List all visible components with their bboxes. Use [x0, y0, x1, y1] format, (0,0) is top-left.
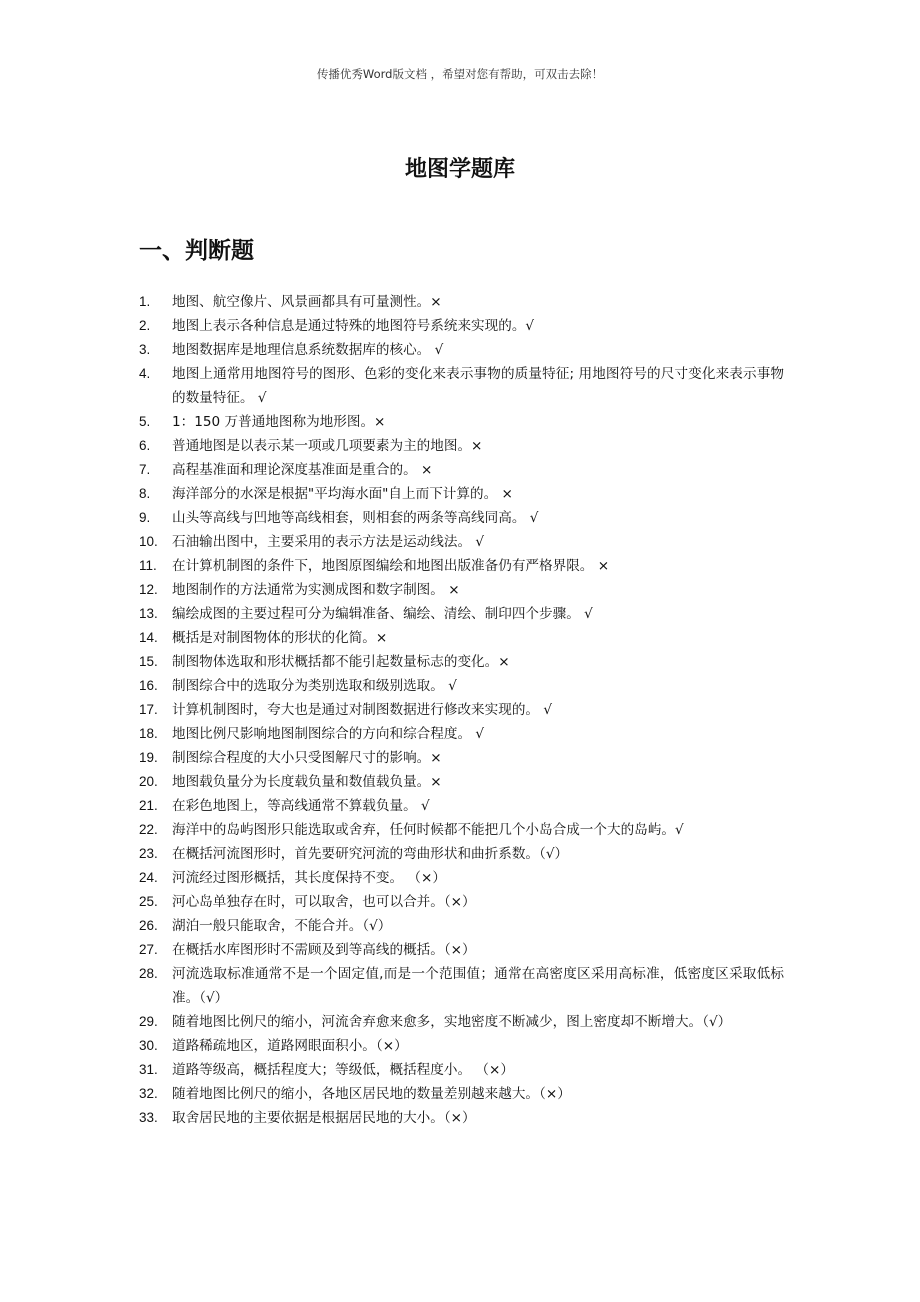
question-item	[139, 314, 784, 338]
question-text: 道路等级高，概括程度大；等级低，概括程度小。 （×）	[172, 1062, 514, 1078]
question-item	[139, 506, 784, 530]
question-text: 普通地图是以表示某一项或几项要素为主的地图。×	[172, 438, 483, 454]
question-text: 随着地图比例尺的缩小，各地区居民地的数量差别越来越大。（×）	[172, 1086, 571, 1102]
question-item	[139, 1034, 784, 1058]
question-text: 湖泊一般只能取舍，不能合并。（√）	[172, 918, 392, 934]
question-text: 地图制作的方法通常为实测成图和数字制图。 ×	[172, 582, 460, 598]
question-number: 4.	[139, 366, 151, 381]
question-number: 26.	[139, 918, 158, 933]
question-item	[139, 722, 784, 746]
question-text: 随着地图比例尺的缩小，河流舍弃愈来愈多，实地密度不断减少，图上密度却不断增大。（√）	[172, 1014, 732, 1030]
question-item	[139, 410, 784, 434]
question-item	[139, 962, 784, 1010]
question-text: 地图载负量分为长度载负量和数值载负量。×	[172, 774, 442, 790]
question-text: 取舍居民地的主要依据是根据居民地的大小。（×）	[172, 1110, 476, 1126]
question-list	[139, 290, 784, 1130]
question-number: 11.	[139, 558, 157, 573]
header-note: 传播优秀Word版文档 ，希望对您有帮助，可双击去除！	[316, 67, 604, 81]
question-number: 25.	[139, 894, 158, 909]
question-item	[139, 290, 784, 314]
question-number: 5.	[139, 414, 151, 429]
question-number: 13.	[139, 606, 158, 621]
question-item	[139, 746, 784, 770]
question-number: 10.	[139, 534, 158, 549]
question-item	[139, 458, 784, 482]
question-item	[139, 1058, 784, 1082]
question-number: 30.	[139, 1038, 158, 1053]
question-text: 地图上通常用地图符号的图形、色彩的变化来表示事物的质量特征; 用地图符号的尺寸变化来表示事物的数量特征。 √	[172, 366, 784, 406]
question-item	[139, 770, 784, 794]
question-text: 山头等高线与凹地等高线相套，则相套的两条等高线同高。 √	[172, 510, 539, 526]
question-number: 29.	[139, 1014, 158, 1029]
question-number: 17.	[139, 702, 158, 717]
question-number: 8.	[139, 486, 151, 501]
question-number: 24.	[139, 870, 158, 885]
question-text: 河流选取标准通常不是一个固定值,而是一个范围值；通常在高密度区采用高标准，低密度区采取低标准。（√）	[172, 966, 784, 1006]
question-item	[139, 674, 784, 698]
question-text: 制图物体选取和形状概括都不能引起数量标志的变化。×	[172, 654, 510, 670]
question-item	[139, 434, 784, 458]
question-item	[139, 818, 784, 842]
question-item	[139, 938, 784, 962]
question-item	[139, 338, 784, 362]
question-number: 12.	[139, 582, 158, 597]
question-number: 16.	[139, 678, 158, 693]
question-text: 道路稀疏地区，道路网眼面积小。（×）	[172, 1038, 408, 1054]
question-item	[139, 482, 784, 506]
section-heading: 一、判断题	[139, 238, 254, 264]
question-item	[139, 890, 784, 914]
question-text: 高程基准面和理论深度基准面是重合的。 ×	[172, 462, 433, 478]
question-text: 地图上表示各种信息是通过特殊的地图符号系统来实现的。√	[172, 318, 535, 334]
question-item	[139, 578, 784, 602]
question-item	[139, 866, 784, 890]
question-text: 概括是对制图物体的形状的化简。×	[172, 630, 388, 646]
question-item	[139, 626, 784, 650]
question-number: 7.	[139, 462, 151, 477]
question-text: 海洋中的岛屿图形只能选取或舍弃，任何时候都不能把几个小岛合成一个大的岛屿。√	[172, 822, 684, 838]
question-number: 28.	[139, 966, 158, 981]
question-text: 石油输出图中，主要采用的表示方法是运动线法。 √	[172, 534, 485, 550]
question-text: 1：150 万普通地图称为地形图。×	[172, 414, 386, 430]
question-text: 计算机制图时，夸大也是通过对制图数据进行修改来实现的。 √	[172, 702, 553, 718]
question-item	[139, 794, 784, 818]
question-item	[139, 1082, 784, 1106]
question-number: 20.	[139, 774, 158, 789]
question-number: 18.	[139, 726, 158, 741]
question-text: 编绘成图的主要过程可分为编辑准备、编绘、清绘、制印四个步骤。 √	[172, 606, 593, 622]
question-text: 地图、航空像片、风景画都具有可量测性。×	[172, 294, 442, 310]
question-item	[139, 1106, 784, 1130]
question-text: 地图数据库是地理信息系统数据库的核心。 √	[172, 342, 444, 358]
question-number: 1.	[139, 294, 151, 309]
question-number: 32.	[139, 1086, 158, 1101]
question-item	[139, 650, 784, 674]
question-item	[139, 602, 784, 626]
question-text: 制图综合中的选取分为类别选取和级别选取。 √	[172, 678, 457, 694]
question-item	[139, 1010, 784, 1034]
question-number: 6.	[139, 438, 151, 453]
question-text: 海洋部分的水深是根据"平均海水面"自上而下计算的。 ×	[172, 486, 513, 502]
question-number: 23.	[139, 846, 158, 861]
question-number: 27.	[139, 942, 158, 957]
question-number: 33.	[139, 1110, 158, 1125]
question-item	[139, 530, 784, 554]
question-item	[139, 842, 784, 866]
question-text: 河流经过图形概括，其长度保持不变。 （×）	[172, 870, 446, 886]
question-text: 河心岛单独存在时，可以取舍，也可以合并。（×）	[172, 894, 476, 910]
question-text: 制图综合程度的大小只受图解尺寸的影响。×	[172, 750, 442, 766]
question-text: 地图比例尺影响地图制图综合的方向和综合程度。 √	[172, 726, 485, 742]
question-item	[139, 914, 784, 938]
question-text: 在彩色地图上，等高线通常不算载负量。 √	[172, 798, 430, 814]
question-number: 31.	[139, 1062, 158, 1077]
question-number: 22.	[139, 822, 158, 837]
question-number: 21.	[139, 798, 158, 813]
question-number: 14.	[139, 630, 158, 645]
question-number: 15.	[139, 654, 158, 669]
question-text: 在概括河流图形时，首先要研究河流的弯曲形状和曲折系数。（√）	[172, 846, 569, 862]
question-item	[139, 698, 784, 722]
question-number: 19.	[139, 750, 158, 765]
question-item	[139, 362, 784, 410]
question-number: 2.	[139, 318, 151, 333]
question-number: 3.	[139, 342, 151, 357]
question-text: 在概括水库图形时不需顾及到等高线的概括。（×）	[172, 942, 476, 958]
page-title: 地图学题库	[404, 157, 515, 182]
question-item	[139, 554, 784, 578]
question-number: 9.	[139, 510, 151, 525]
question-text: 在计算机制图的条件下，地图原图编绘和地图出版准备仍有严格界限。 ×	[172, 558, 610, 574]
